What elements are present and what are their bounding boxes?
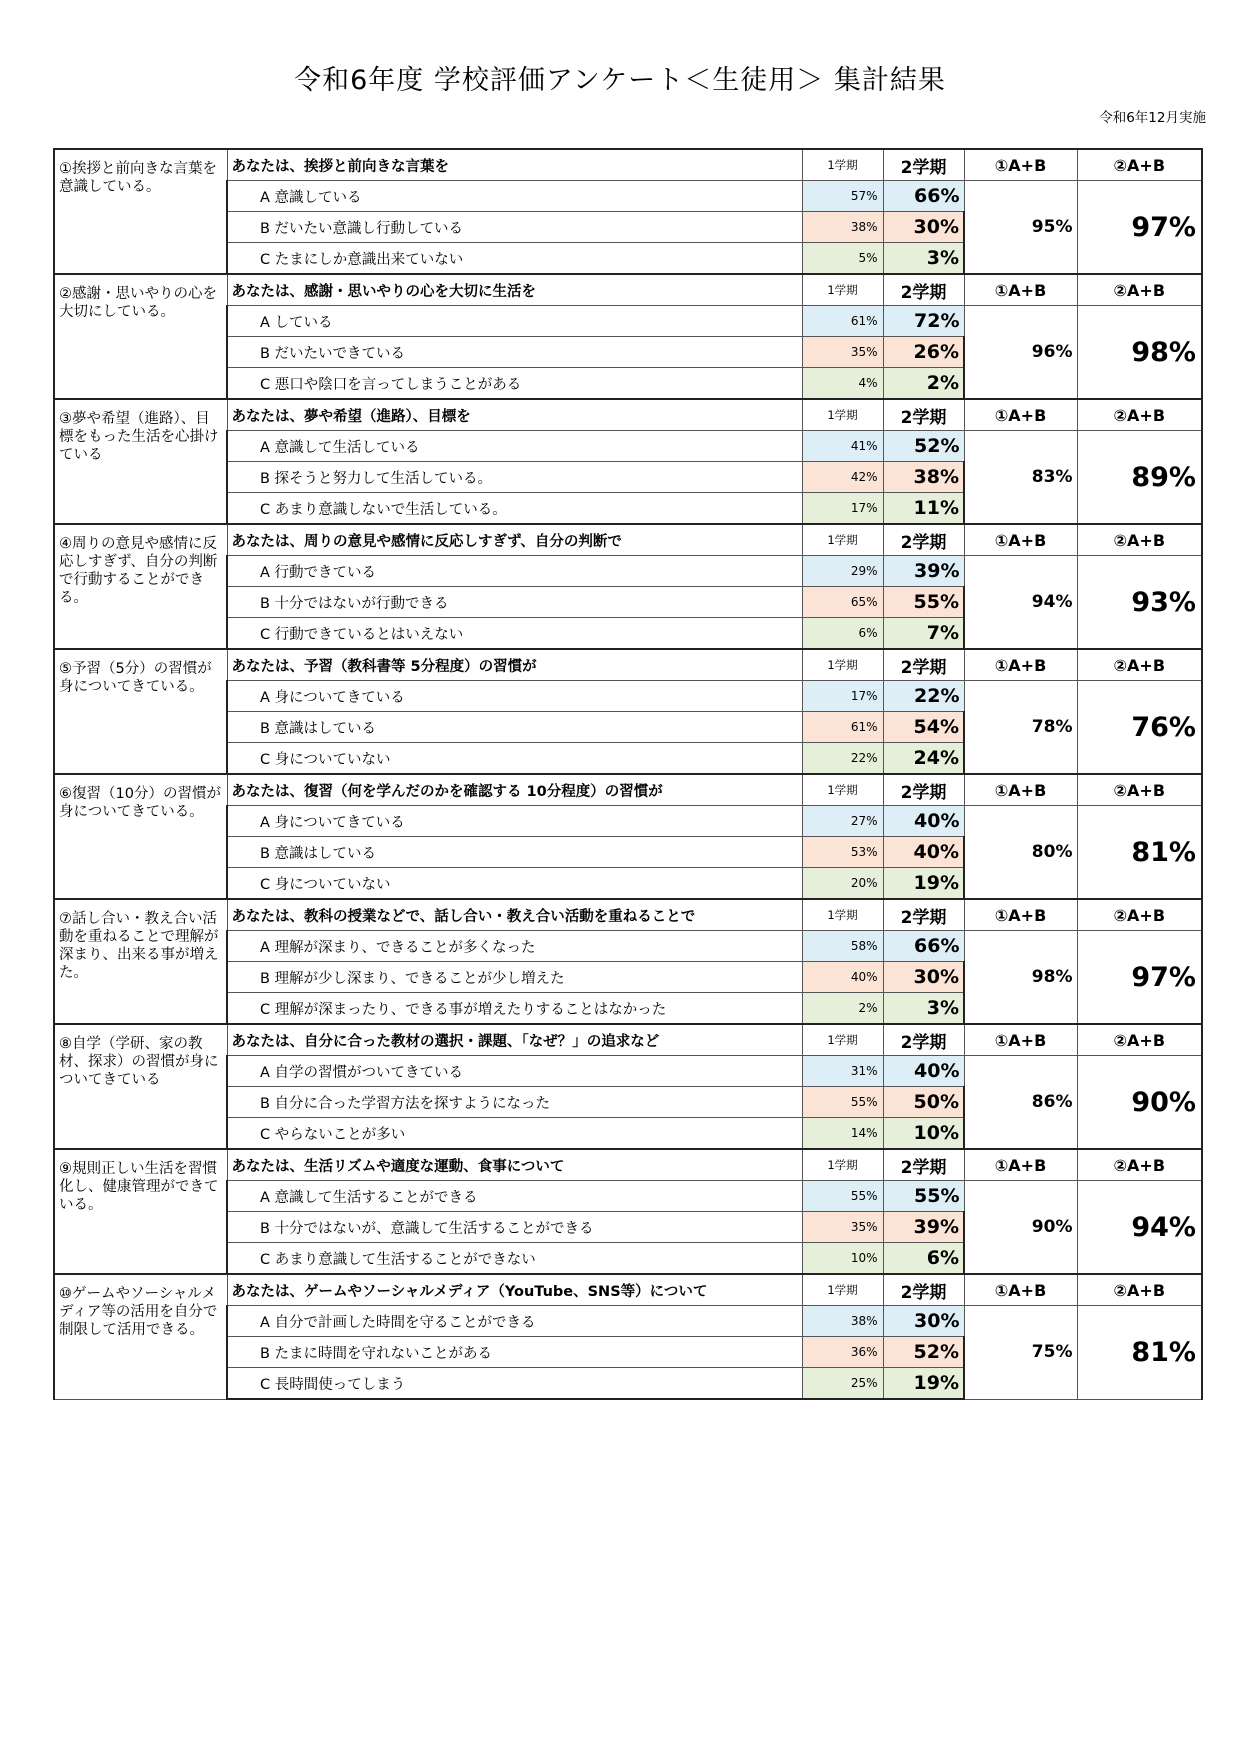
term1-percent: 65% [802, 587, 883, 618]
ab2-header: ②A+B [1077, 774, 1202, 806]
option-label: A 意識している [227, 181, 802, 212]
question-header-row [54, 149, 1202, 181]
option-row [54, 1181, 1202, 1212]
term1-percent: 31% [802, 1056, 883, 1087]
term2-header: 2学期 [883, 899, 964, 931]
option-label: B 十分ではないが、意識して生活することができる [227, 1212, 802, 1243]
option-row [54, 1056, 1202, 1087]
term1-header: 1学期 [802, 149, 883, 181]
ab1-total: 96% [964, 306, 1077, 400]
term1-percent: 38% [802, 1306, 883, 1337]
question-text: あなたは、自分に合った教材の選択・課題、「なぜ？」の追求など [227, 1024, 802, 1056]
ab2-header: ②A+B [1077, 1024, 1202, 1056]
option-row [54, 806, 1202, 837]
option-label: B 意識はしている [227, 837, 802, 868]
ab1-header: ①A+B [964, 149, 1077, 181]
term2-percent: 50% [883, 1087, 964, 1118]
question-header-row [54, 524, 1202, 556]
question-text: あなたは、挨拶と前向きな言葉を [227, 149, 802, 181]
term1-percent: 58% [802, 931, 883, 962]
topic-label: ⑤予習（5分）の習慣が身についてきている。 [54, 649, 227, 774]
option-label: C あまり意識しないで生活している。 [227, 493, 802, 525]
topic-label: ④周りの意見や感情に反応しすぎず、自分の判断で行動することができる。 [54, 524, 227, 649]
topic-label: ②感謝・思いやりの心を大切にしている。 [54, 274, 227, 399]
ab2-header: ②A+B [1077, 524, 1202, 556]
term2-percent: 54% [883, 712, 964, 743]
option-label: A 自分で計画した時間を守ることができる [227, 1306, 802, 1337]
ab1-total: 86% [964, 1056, 1077, 1150]
option-label: B だいたい意識し行動している [227, 212, 802, 243]
question-header-row [54, 274, 1202, 306]
ab2-header: ②A+B [1077, 649, 1202, 681]
topic-label: ③夢や希望（進路）、目標をもった生活を心掛けている [54, 399, 227, 524]
ab2-total: 90% [1077, 1056, 1202, 1150]
term2-header: 2学期 [883, 399, 964, 431]
term1-percent: 38% [802, 212, 883, 243]
option-label: B 探そうと努力して生活している。 [227, 462, 802, 493]
ab1-total: 94% [964, 556, 1077, 650]
term2-percent: 26% [883, 337, 964, 368]
term1-percent: 61% [802, 712, 883, 743]
option-label: C 身についていない [227, 743, 802, 775]
term2-header: 2学期 [883, 1149, 964, 1181]
ab1-header: ①A+B [964, 274, 1077, 306]
term2-percent: 52% [883, 431, 964, 462]
term1-percent: 40% [802, 962, 883, 993]
ab2-total: 81% [1077, 806, 1202, 900]
topic-label: ⑧自学（学研、家の教材、探求）の習慣が身についてきている [54, 1024, 227, 1149]
question-text: あなたは、感謝・思いやりの心を大切に生活を [227, 274, 802, 306]
ab2-header: ②A+B [1077, 1149, 1202, 1181]
term1-header: 1学期 [802, 1274, 883, 1306]
term1-percent: 41% [802, 431, 883, 462]
ab2-total: 89% [1077, 431, 1202, 525]
ab1-total: 95% [964, 181, 1077, 275]
term2-percent: 22% [883, 681, 964, 712]
term1-header: 1学期 [802, 1024, 883, 1056]
ab2-header: ②A+B [1077, 1274, 1202, 1306]
term1-percent: 42% [802, 462, 883, 493]
term1-header: 1学期 [802, 274, 883, 306]
term1-header: 1学期 [802, 649, 883, 681]
option-label: C 理解が深まったり、できる事が増えたりすることはなかった [227, 993, 802, 1025]
option-label: C 悪口や陰口を言ってしまうことがある [227, 368, 802, 400]
term2-percent: 2% [883, 368, 964, 400]
term2-percent: 40% [883, 806, 964, 837]
term1-percent: 36% [802, 1337, 883, 1368]
term2-percent: 72% [883, 306, 964, 337]
term2-percent: 3% [883, 243, 964, 275]
term1-header: 1学期 [802, 899, 883, 931]
term2-percent: 40% [883, 837, 964, 868]
term1-percent: 20% [802, 868, 883, 900]
term1-percent: 2% [802, 993, 883, 1025]
term1-percent: 4% [802, 368, 883, 400]
term2-percent: 66% [883, 931, 964, 962]
option-label: B 意識はしている [227, 712, 802, 743]
term2-percent: 10% [883, 1118, 964, 1150]
option-label: B 十分ではないが行動できる [227, 587, 802, 618]
option-label: A 身についてきている [227, 681, 802, 712]
term1-percent: 6% [802, 618, 883, 650]
term2-percent: 7% [883, 618, 964, 650]
question-text: あなたは、夢や希望（進路）、目標を [227, 399, 802, 431]
topic-label: ①挨拶と前向きな言葉を意識している。 [54, 149, 227, 274]
topic-label: ⑩ゲームやソーシャルメディア等の活用を自分で制限して活用できる。 [54, 1274, 227, 1399]
option-label: C たまにしか意識出来ていない [227, 243, 802, 275]
term2-percent: 30% [883, 962, 964, 993]
ab1-header: ①A+B [964, 774, 1077, 806]
question-header-row [54, 649, 1202, 681]
term1-percent: 35% [802, 337, 883, 368]
option-label: A 身についてきている [227, 806, 802, 837]
ab2-total: 97% [1077, 181, 1202, 275]
ab1-header: ①A+B [964, 1274, 1077, 1306]
option-row [54, 1306, 1202, 1337]
option-label: B だいたいできている [227, 337, 802, 368]
ab1-total: 90% [964, 1181, 1077, 1275]
option-label: A 自学の習慣がついてきている [227, 1056, 802, 1087]
survey-results-table [53, 148, 1203, 1400]
ab1-total: 75% [964, 1306, 1077, 1400]
option-row [54, 181, 1202, 212]
option-label: C あまり意識して生活することができない [227, 1243, 802, 1275]
option-label: C やらないことが多い [227, 1118, 802, 1150]
question-text: あなたは、ゲームやソーシャルメディア（YouTube、SNS等）について [227, 1274, 802, 1306]
ab2-total: 76% [1077, 681, 1202, 775]
option-label: A 理解が深まり、できることが多くなった [227, 931, 802, 962]
term2-percent: 40% [883, 1056, 964, 1087]
ab1-total: 83% [964, 431, 1077, 525]
ab2-header: ②A+B [1077, 899, 1202, 931]
question-header-row [54, 899, 1202, 931]
ab1-header: ①A+B [964, 1024, 1077, 1056]
option-label: C 行動できているとはいえない [227, 618, 802, 650]
option-label: B 理解が少し深まり、できることが少し増えた [227, 962, 802, 993]
term1-percent: 29% [802, 556, 883, 587]
page-title: 令和6年度 学校評価アンケート＜生徒用＞ 集計結果 [294, 65, 946, 96]
term1-percent: 55% [802, 1087, 883, 1118]
term2-header: 2学期 [883, 649, 964, 681]
term2-percent: 3% [883, 993, 964, 1025]
option-label: C 長時間使ってしまう [227, 1368, 802, 1400]
term2-percent: 66% [883, 181, 964, 212]
question-header-row [54, 774, 1202, 806]
ab2-total: 94% [1077, 1181, 1202, 1275]
option-row [54, 431, 1202, 462]
term2-percent: 52% [883, 1337, 964, 1368]
term2-percent: 19% [883, 868, 964, 900]
term2-header: 2学期 [883, 149, 964, 181]
term1-header: 1学期 [802, 399, 883, 431]
term2-percent: 6% [883, 1243, 964, 1275]
option-row [54, 681, 1202, 712]
term1-percent: 14% [802, 1118, 883, 1150]
question-text: あなたは、教科の授業などで、話し合い・教え合い活動を重ねることで [227, 899, 802, 931]
term1-percent: 61% [802, 306, 883, 337]
option-row [54, 306, 1202, 337]
term2-header: 2学期 [883, 1024, 964, 1056]
term2-percent: 38% [883, 462, 964, 493]
ab1-header: ①A+B [964, 899, 1077, 931]
question-text: あなたは、生活リズムや適度な運動、食事について [227, 1149, 802, 1181]
ab2-total: 81% [1077, 1306, 1202, 1400]
ab2-total: 98% [1077, 306, 1202, 400]
option-row [54, 556, 1202, 587]
term2-percent: 11% [883, 493, 964, 525]
ab2-header: ②A+B [1077, 399, 1202, 431]
term2-header: 2学期 [883, 1274, 964, 1306]
term2-percent: 24% [883, 743, 964, 775]
ab1-header: ①A+B [964, 649, 1077, 681]
term1-percent: 17% [802, 493, 883, 525]
topic-label: ⑥復習（10分）の習慣が身についてきている。 [54, 774, 227, 899]
term1-percent: 5% [802, 243, 883, 275]
term1-percent: 25% [802, 1368, 883, 1400]
option-label: A している [227, 306, 802, 337]
term1-header: 1学期 [802, 524, 883, 556]
option-label: C 身についていない [227, 868, 802, 900]
question-header-row [54, 399, 1202, 431]
topic-label: ⑨規則正しい生活を習慣化し、健康管理ができている。 [54, 1149, 227, 1274]
term1-percent: 17% [802, 681, 883, 712]
option-row [54, 931, 1202, 962]
option-label: A 行動できている [227, 556, 802, 587]
ab1-total: 80% [964, 806, 1077, 900]
option-label: A 意識して生活することができる [227, 1181, 802, 1212]
term2-header: 2学期 [883, 274, 964, 306]
term2-percent: 19% [883, 1368, 964, 1400]
term2-percent: 39% [883, 1212, 964, 1243]
survey-date: 令和6年12月実施 [1099, 110, 1206, 126]
ab2-header: ②A+B [1077, 274, 1202, 306]
ab2-total: 97% [1077, 931, 1202, 1025]
term1-percent: 27% [802, 806, 883, 837]
question-text: あなたは、予習（教科書等 5分程度）の習慣が [227, 649, 802, 681]
ab1-header: ①A+B [964, 524, 1077, 556]
question-header-row [54, 1149, 1202, 1181]
term1-percent: 53% [802, 837, 883, 868]
term2-percent: 55% [883, 1181, 964, 1212]
option-label: B たまに時間を守れないことがある [227, 1337, 802, 1368]
term1-percent: 55% [802, 1181, 883, 1212]
topic-label: ⑦話し合い・教え合い活動を重ねることで理解が深まり、出来る事が増えた。 [54, 899, 227, 1024]
ab1-total: 98% [964, 931, 1077, 1025]
term1-percent: 57% [802, 181, 883, 212]
term2-header: 2学期 [883, 774, 964, 806]
term2-percent: 55% [883, 587, 964, 618]
term1-header: 1学期 [802, 1149, 883, 1181]
question-header-row [54, 1274, 1202, 1306]
ab2-total: 93% [1077, 556, 1202, 650]
ab1-header: ①A+B [964, 1149, 1077, 1181]
ab2-header: ②A+B [1077, 149, 1202, 181]
term2-percent: 39% [883, 556, 964, 587]
option-label: A 意識して生活している [227, 431, 802, 462]
term1-percent: 22% [802, 743, 883, 775]
question-text: あなたは、周りの意見や感情に反応しすぎず、自分の判断で [227, 524, 802, 556]
term2-percent: 30% [883, 1306, 964, 1337]
term1-header: 1学期 [802, 774, 883, 806]
ab1-total: 78% [964, 681, 1077, 775]
option-label: B 自分に合った学習方法を探すようになった [227, 1087, 802, 1118]
term2-percent: 30% [883, 212, 964, 243]
term1-percent: 10% [802, 1243, 883, 1275]
term2-header: 2学期 [883, 524, 964, 556]
question-text: あなたは、復習（何を学んだのかを確認する 10分程度）の習慣が [227, 774, 802, 806]
ab1-header: ①A+B [964, 399, 1077, 431]
question-header-row [54, 1024, 1202, 1056]
term1-percent: 35% [802, 1212, 883, 1243]
